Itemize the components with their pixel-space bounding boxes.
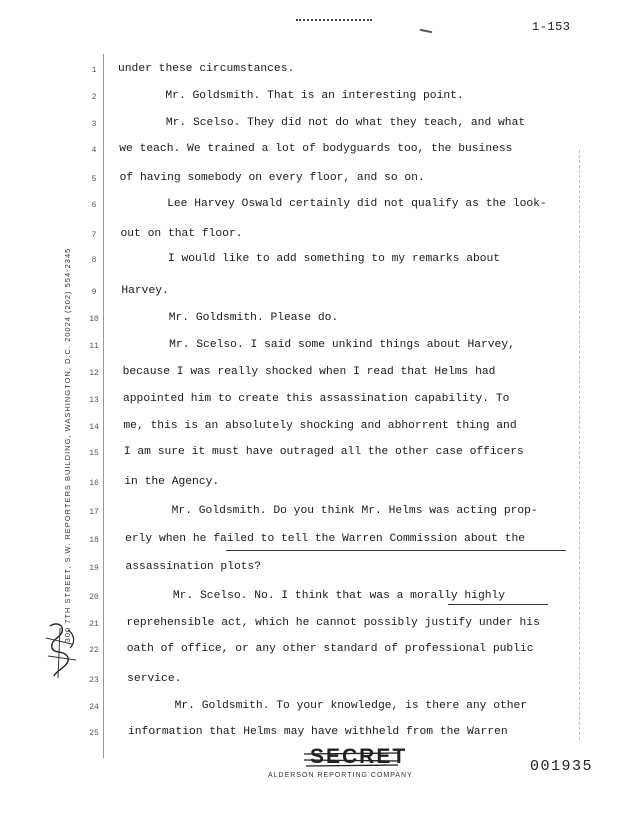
line-number: 23: [89, 676, 99, 685]
transcript-line: of having somebody on every floor, and so on.: [119, 172, 425, 184]
transcript-line: Harvey.: [121, 285, 169, 297]
line-number: 8: [91, 256, 97, 265]
line-number: 25: [89, 729, 99, 738]
reporting-company: ALDERSON REPORTING COMPANY: [268, 772, 413, 779]
line-number: 1: [91, 66, 97, 75]
line-number: 14: [89, 423, 99, 432]
transcript-line: Mr. Goldsmith. Please do.: [168, 312, 339, 324]
line-number: 17: [89, 508, 99, 517]
line-number: 24: [89, 703, 99, 712]
top-tick-mark: [420, 29, 432, 33]
transcript-line: reprehensible act, which he cannot possibly justify under his: [126, 617, 540, 629]
secret-stamp: SECRET: [310, 745, 408, 768]
handwritten-underline-2: [448, 604, 548, 605]
line-number: 20: [89, 593, 99, 602]
line-number: 6: [91, 201, 97, 210]
transcript-line: oath of office, or any other standard of professional public: [126, 643, 534, 655]
line-number: 15: [89, 449, 99, 458]
line-number: 9: [91, 288, 97, 297]
transcript-line: me, this is an absolutely shocking and abhorrent thing and: [123, 420, 517, 432]
transcript-line: I would like to add something to my remarks about: [167, 253, 501, 265]
handwritten-underline-1: [226, 550, 566, 551]
line-number: 13: [89, 396, 99, 405]
handwritten-initials-stamp: [42, 620, 82, 682]
transcript-line: out on that floor.: [120, 228, 243, 240]
transcript-line: service.: [127, 673, 182, 685]
vertical-address-text: 300 7TH STREET, S.W. REPORTERS BUILDING, WASHINGTON, D.C. 20024 (202) 554-2345: [63, 247, 72, 643]
line-number: 2: [91, 93, 97, 102]
line-number: 18: [89, 536, 99, 545]
transcript-line: under these circumstances.: [118, 63, 295, 75]
line-number: 5: [91, 175, 97, 184]
transcript-line: appointed him to create this assassination capability. To: [123, 393, 510, 405]
transcript-line: Lee Harvey Oswald certainly did not qualify as the look-: [167, 198, 547, 210]
line-number: 12: [89, 369, 99, 378]
transcript-line: Mr. Scelso. No. I think that was a morally highly: [172, 590, 506, 602]
line-number: 3: [91, 120, 97, 129]
transcript-line: Mr. Goldsmith. That is an interesting point.: [165, 90, 464, 102]
line-number: 16: [89, 479, 99, 488]
line-number: 7: [91, 231, 97, 240]
line-number: 22: [89, 646, 99, 655]
line-number: 19: [89, 564, 99, 573]
page-number: 1-153: [532, 20, 571, 34]
transcript-line: I am sure it must have outraged all the other case officers: [123, 446, 524, 458]
line-number: 11: [89, 342, 99, 351]
transcript-line: because I was really shocked when I read that Helms had: [122, 366, 496, 378]
transcript-line: assassination plots?: [125, 561, 262, 573]
line-number: 21: [89, 620, 99, 629]
transcript-line: erly when he failed to tell the Warren Commission about the: [125, 533, 526, 545]
transcript-line: Mr. Goldsmith. Do you think Mr. Helms was acting prop-: [171, 505, 538, 517]
transcript-line: information that Helms may have withheld from the Warren: [128, 726, 508, 738]
line-number: 4: [91, 146, 97, 155]
transcript-line: we teach. We trained a lot of bodyguards too, the business: [119, 143, 513, 155]
top-scratch-mark: [296, 19, 372, 24]
document-number: 001935: [530, 758, 594, 775]
line-number: 10: [89, 315, 99, 324]
secret-strike-marks: [302, 748, 402, 772]
transcript-line: in the Agency.: [124, 476, 220, 488]
transcript-line: Mr. Scelso. They did not do what they teach, and what: [165, 117, 526, 129]
right-margin-line: [579, 150, 580, 740]
transcript-line: Mr. Scelso. I said some unkind things about Harvey,: [169, 339, 515, 351]
transcript-line: Mr. Goldsmith. To your knowledge, is there any other: [174, 700, 528, 712]
left-margin-line: [103, 54, 104, 758]
